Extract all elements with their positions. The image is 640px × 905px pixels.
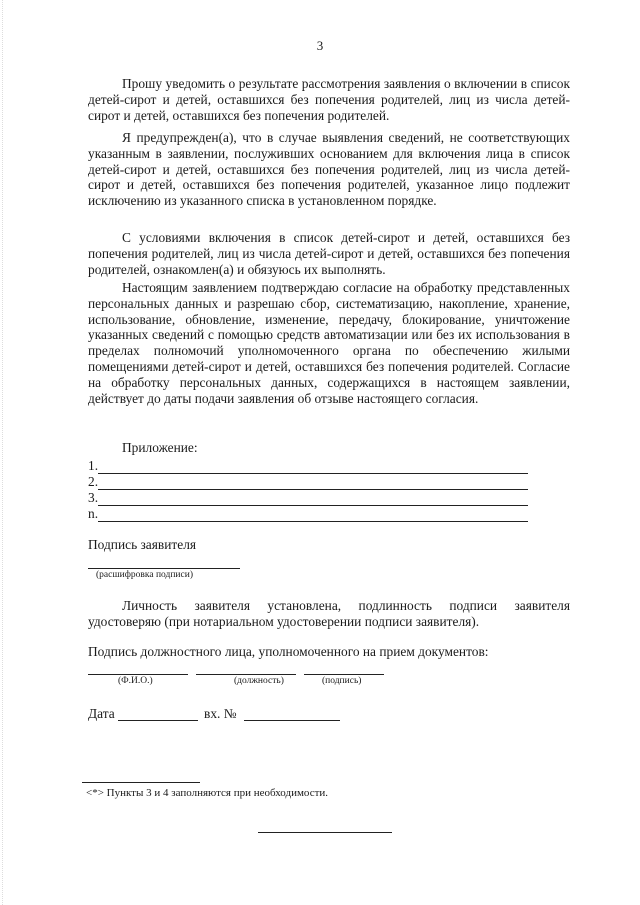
official-signature-label: Подпись должностного лица, уполномоченного на прием документов: (88, 644, 489, 659)
page-number: 3 (316, 38, 324, 53)
official-name-line[interactable] (88, 674, 188, 675)
paragraph-notify: Прошу уведомить о результате рассмотрения заявления о включении в список детей-сирот и детей, оставшихся без попечения родителей, лиц из числа детей-сирот и детей, оставшихся без попечения родителей. (88, 76, 570, 123)
attachment-item-2 (88, 474, 98, 490)
scan-edge (2, 0, 4, 905)
bottom-separator-line (258, 832, 392, 833)
attachment-item-number: 2. (88, 474, 99, 489)
attachment-item-3 (88, 490, 98, 506)
attachment-item-1 (88, 458, 98, 474)
paragraph-identity: Личность заявителя установлена, подлинность подписи заявителя удостоверяю (при нотариальном удостоверении подписи заявителя). (88, 598, 570, 629)
footnote-separator (82, 782, 200, 783)
attachment-title: Приложение: (122, 440, 198, 455)
incoming-number-label: вх. № (204, 706, 237, 721)
attachment-line-1[interactable] (98, 473, 528, 474)
footnote-text: <*> Пункты 3 и 4 заполняются при необходимости. (86, 787, 329, 799)
applicant-signature-line[interactable] (88, 568, 240, 569)
official-position-line[interactable] (196, 674, 296, 675)
attachment-item-number: 1. (88, 458, 99, 473)
attachment-line-2[interactable] (98, 489, 528, 490)
official-position-caption: (должность) (234, 676, 284, 686)
official-signature-caption: (подпись) (322, 676, 362, 686)
paragraph-consent: Настоящим заявлением подтверждаю согласие на обработку представленных персональных данных и разрешаю сбор, систематизацию, накопление, хранение, использование, обновление, изменение, передачу, блокирование, уничтожение указанных сведений с помощью средств автоматизации или без их использования в пределах полномочий уполномоченного органа по обеспечению жилыми помещениями детей-сирот и детей, оставшихся без попечения родителей. Согласие на обработку персональных данных, содержащихся в настоящем заявлении, действует до даты подачи заявления об отзыве настоящего согласия. (88, 280, 570, 406)
applicant-signature-label: Подпись заявителя (88, 537, 197, 552)
attachment-item-number: n. (88, 506, 99, 521)
paragraph-warning: Я предупрежден(а), что в случае выявления сведений, не соответствующих указанным в заявлении, послуживших основанием для включения лица в список детей-сирот и детей, оставшихся без попечения родителей, лиц из числа детей-сирот и детей, оставшихся без попечения родителей, указанное лицо подлежит исключению из указанного списка в установленном порядке. (88, 130, 570, 209)
attachment-line-3[interactable] (98, 505, 528, 506)
attachment-item-number: 3. (88, 490, 99, 505)
official-signature-line[interactable] (304, 674, 384, 675)
date-label: Дата (88, 706, 115, 721)
official-name-caption: (Ф.И.О.) (118, 676, 153, 686)
paragraph-conditions: С условиями включения в список детей-сирот и детей, оставшихся без попечения родителей, лиц из числа детей-сирот и детей, оставшихся без попечения родителей, ознакомлен(а) и обязуюсь их выполнять. (88, 230, 570, 277)
date-line[interactable] (118, 720, 198, 721)
attachment-line-n[interactable] (98, 521, 528, 522)
incoming-number-line[interactable] (244, 720, 340, 721)
applicant-signature-caption: (расшифровка подписи) (96, 570, 193, 580)
attachment-item-n (88, 506, 98, 522)
